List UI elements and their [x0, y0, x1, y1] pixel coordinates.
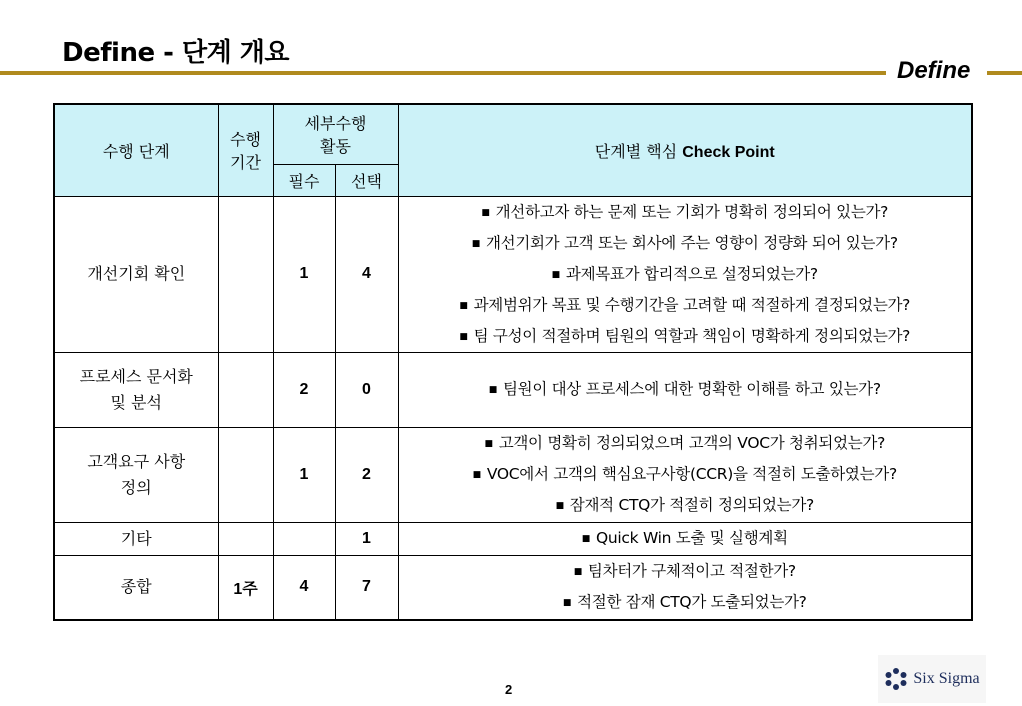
period-cell — [218, 522, 273, 555]
checkpoint-item — [399, 290, 972, 321]
checkpoint-text: 과제범위가 목표 및 수행기간을 고려할 때 적절하게 결정되었는가? — [473, 295, 911, 314]
header-period-line2: 기간 — [230, 153, 261, 173]
checkpoint-item — [399, 490, 972, 521]
header-period — [218, 104, 273, 196]
stage-cell — [54, 555, 218, 620]
header-checkpoint-en: Check Point — [682, 143, 775, 161]
define-overview-table — [53, 103, 973, 621]
checkpoint-item — [399, 228, 972, 259]
period-cell: 1주 — [218, 555, 273, 620]
table-row — [54, 196, 972, 352]
optional-count: 0 — [335, 352, 398, 427]
header-required: 필수 — [273, 164, 335, 196]
required-count — [273, 522, 335, 555]
square-bullet-icon: ■ — [472, 470, 481, 480]
square-bullet-icon: ■ — [484, 439, 493, 449]
checkpoint-item — [399, 259, 972, 290]
square-bullet-icon: ■ — [459, 300, 468, 311]
stage-name-line1: 종합 — [120, 577, 152, 597]
six-sigma-logo-icon — [884, 667, 908, 691]
header-optional: 선택 — [335, 164, 398, 196]
square-bullet-icon: ■ — [488, 385, 497, 395]
square-bullet-icon: ■ — [562, 598, 572, 609]
square-bullet-icon: ■ — [459, 331, 468, 342]
table-row — [54, 352, 972, 427]
required-count: 4 — [273, 555, 335, 620]
page-title: Define - 단계 개요 — [62, 38, 289, 68]
header-period-line1: 수행 — [230, 130, 261, 150]
header-checkpoint — [398, 104, 972, 196]
header-stage: 수행 단계 — [54, 104, 218, 196]
checkpoint-text: 고객이 명확히 정의되었으며 고객의 VOC가 청취되었는가? — [498, 434, 886, 452]
checkpoint-item — [399, 321, 972, 352]
stage-name-line2: 및 분석 — [110, 392, 162, 412]
checkpoints-cell — [398, 352, 972, 427]
stage-cell — [54, 427, 218, 522]
required-count: 1 — [273, 427, 335, 522]
optional-count: 7 — [335, 555, 398, 620]
checkpoints-cell — [398, 196, 972, 352]
stage-cell — [54, 196, 218, 352]
square-bullet-icon: ■ — [555, 501, 564, 511]
checkpoint-text: Quick Win 도출 및 실행계획 — [595, 529, 788, 547]
optional-count: 4 — [335, 196, 398, 352]
square-bullet-icon: ■ — [551, 269, 560, 280]
checkpoints-cell — [398, 427, 972, 522]
header-checkpoint-ko: 단계별 핵심 — [594, 141, 683, 161]
table-row — [54, 555, 972, 620]
checkpoint-text: 개선하고자 하는 문제 또는 기회가 명확히 정의되어 있는가? — [495, 202, 889, 221]
stage-name-line1: 기타 — [120, 528, 152, 548]
period-cell — [218, 196, 273, 352]
checkpoint-text: 잠재적 CTQ가 적절히 정의되었는가? — [569, 496, 814, 514]
checkpoint-item — [399, 459, 972, 490]
header-detail-activities — [273, 104, 398, 164]
checkpoint-item — [399, 428, 972, 459]
checkpoints-cell — [398, 522, 972, 555]
checkpoint-item — [399, 374, 972, 405]
stage-cell — [54, 522, 218, 555]
checkpoint-item — [399, 523, 972, 554]
stage-cell — [54, 352, 218, 427]
header-rule-left — [0, 71, 886, 75]
header-rule-right — [987, 71, 1022, 75]
section-label: Define — [897, 57, 971, 84]
page-number: 2 — [505, 682, 513, 697]
period-cell — [218, 352, 273, 427]
optional-count: 2 — [335, 427, 398, 522]
checkpoint-text: 적절한 잠재 CTQ가 도출되었는가? — [577, 593, 807, 612]
period-cell — [218, 427, 273, 522]
checkpoint-item — [399, 587, 972, 618]
checkpoint-text: 팀차터가 구체적이고 적절한가? — [587, 562, 796, 581]
checkpoint-item — [399, 556, 972, 587]
optional-count: 1 — [335, 522, 398, 555]
stage-name-line1: 고객요구 사항 — [87, 451, 186, 471]
checkpoint-text: 팀원이 대상 프로세스에 대한 명확한 이해를 하고 있는가? — [502, 380, 881, 398]
checkpoint-text: 팀 구성이 적절하며 팀원의 역할과 책임이 명확하게 정의되었는가? — [473, 326, 911, 345]
header-detail-line1: 세부수행 — [304, 114, 367, 134]
required-count: 1 — [273, 196, 335, 352]
checkpoints-cell — [398, 555, 972, 620]
stage-name-line2: 정의 — [120, 477, 152, 497]
square-bullet-icon: ■ — [471, 238, 480, 249]
checkpoint-text: 개선기회가 고객 또는 회사에 주는 영향이 정량화 되어 있는가? — [485, 233, 898, 252]
square-bullet-icon: ■ — [581, 534, 590, 544]
table-row — [54, 427, 972, 522]
logo-text: Six Sigma — [913, 670, 980, 687]
checkpoint-text: VOC에서 고객의 핵심요구사항(CCR)을 적절히 도출하였는가? — [486, 465, 897, 483]
six-sigma-logo — [878, 655, 986, 703]
square-bullet-icon: ■ — [481, 207, 490, 218]
header-detail-line2: 활동 — [320, 137, 351, 157]
stage-name-line1: 프로세스 문서화 — [79, 366, 193, 386]
required-count: 2 — [273, 352, 335, 427]
table-row — [54, 522, 972, 555]
checkpoint-item — [399, 197, 972, 228]
stage-name-line1: 개선기회 확인 — [87, 264, 186, 283]
checkpoint-text: 과제목표가 합리적으로 설정되었는가? — [565, 264, 818, 283]
square-bullet-icon: ■ — [573, 567, 582, 578]
